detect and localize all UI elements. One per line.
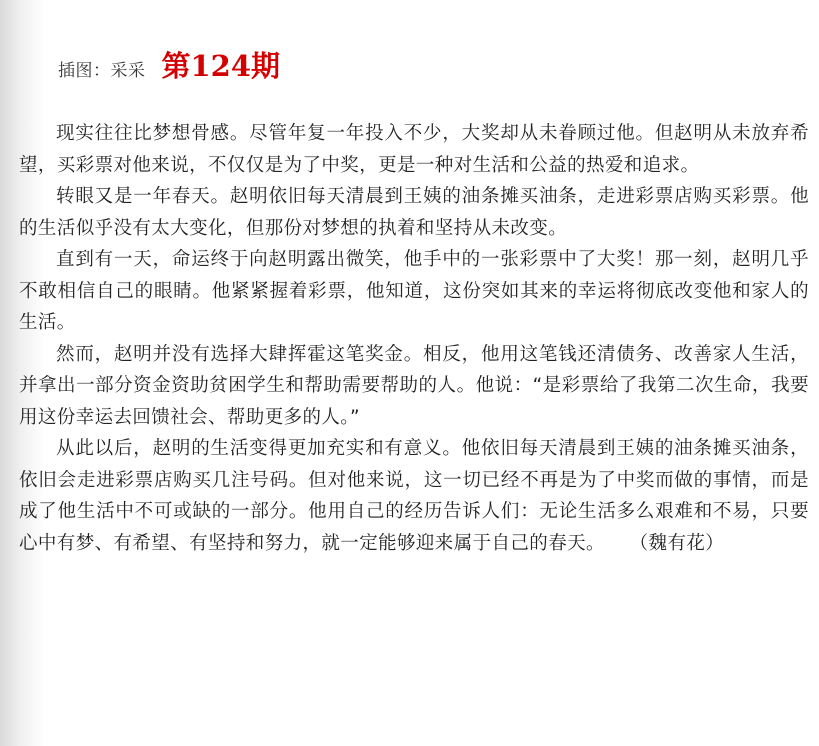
paragraph-1: 现实往往比梦想骨感。尽管年复一年投入不少，大奖却从未眷顾过他。但赵明从未放弃希望，买彩票对他来说，不仅仅是为了中奖，更是一种对生活和公益的热爱和追求。: [19, 123, 809, 176]
paragraph-2: 转眼又是一年春天。赵明依旧每天清晨到王姨的油条摊买油条，走进彩票店购买彩票。他的生活似乎没有太大变化，但那份对梦想的执着和坚持从未改变。: [19, 186, 809, 239]
paragraph-5: [19, 433, 809, 559]
article-body: [19, 118, 809, 559]
paragraph-4: 然而，赵明并没有选择大肆挥霍这笔奖金。相反，他用这笔钱还清债务、改善家人生活，并拿出一部分资金资助贫困学生和帮助需要帮助的人。他说：“是彩票给了我第二次生命，我要用这份幸运去回馈社会、帮助更多的人。”: [19, 343, 809, 428]
issue-number: 第124期: [161, 49, 281, 83]
article-header: [58, 44, 280, 85]
paragraph-3: 直到有一天，命运终于向赵明露出微笑，他手中的一张彩票中了大奖！那一刻，赵明几乎不敢相信自己的眼睛。他紧紧握着彩票，他知道，这份突如其来的幸运将彻底改变他和家人的生活。: [19, 249, 809, 333]
illustration-credit: 插图：采采: [58, 61, 146, 81]
author-signature: （魏有花）: [638, 532, 725, 554]
paragraph-5-text: 从此以后，赵明的生活变得更加充实和有意义。他依旧每天清晨到王姨的油条摊买油条，依旧会走进彩票店购买几注号码。但对他来说，这一切已经不再是为了中奖而做的事情，而是成了他生活中不可或缺的一部分。他用自己的经历告诉人们：无论生活多么艰难和不易，只要心中有梦、有希望、有坚持和努力，就一定能够迎来属于自己的春天。: [19, 438, 809, 554]
